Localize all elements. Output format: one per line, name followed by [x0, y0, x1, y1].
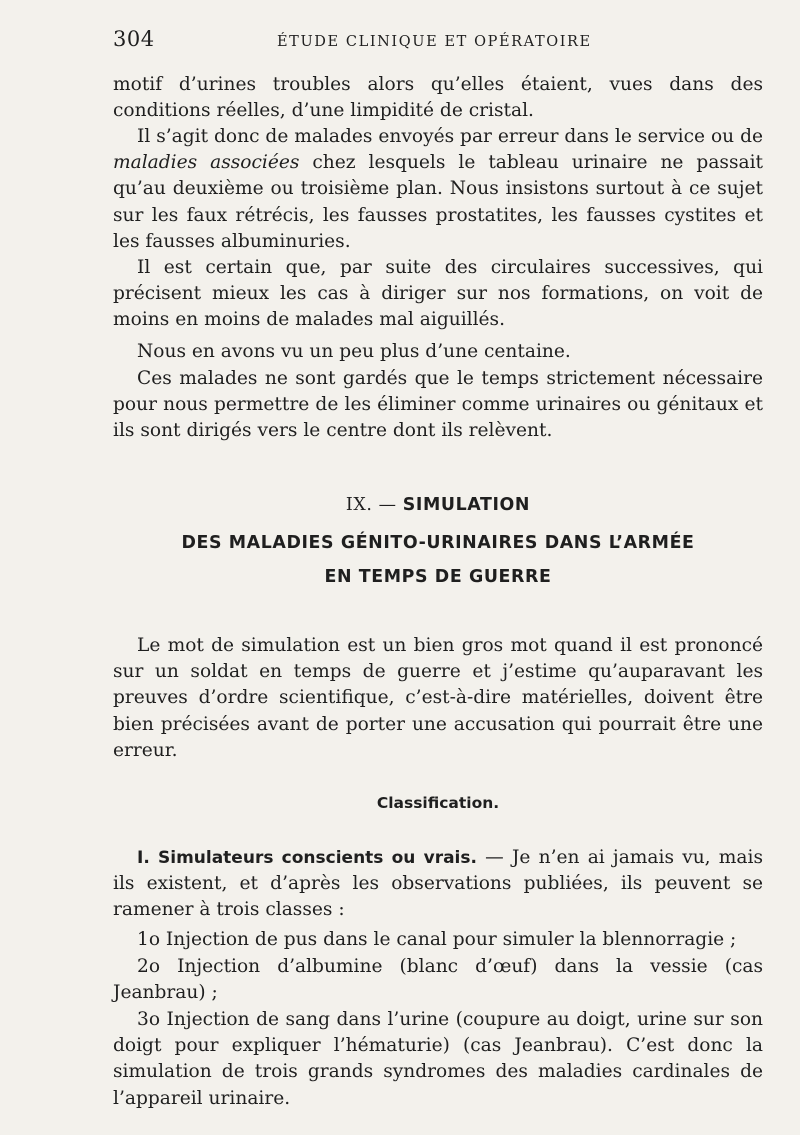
section-heading-line-1 [113, 495, 763, 515]
section-dash: — [372, 495, 403, 515]
paragraph-3: Il est certain que, par suite des circulaires successives, qui précisent mieux les cas à diriger sur nos formations, on voit de moins en moins de malades mal aiguillés. [113, 257, 763, 331]
section-heading-line-3: EN TEMPS DE GUERRE [324, 567, 552, 587]
paragraph-2-end: chez lesquels le tableau urinaire ne passait qu’au deuxième ou troisième plan. Nous insistons surtout à ce sujet sur les faux rétrécis, les fausses prostatites, les fausses cystites et les fausses albuminuries. [113, 152, 763, 252]
section-title-1: SIMULATION [402, 495, 531, 515]
paragraph-2-start: Il s’agit donc de malades envoyés par erreur dans le service ou de [137, 126, 763, 147]
classification-heading: Classification. [376, 794, 500, 812]
paragraph-2 [113, 124, 763, 255]
page-header [113, 27, 763, 59]
paragraph-5: Ces malades ne sont gardés que le temps strictement nécessaire pour nous permettre de les éliminer comme urinaires ou génitaux et ils sont dirigés vers le centre dont ils relèvent. [113, 368, 763, 442]
section-numeral: IX. [345, 495, 373, 515]
intro-paragraph: Le mot de simulation est un bien gros mot quand il est prononcé sur un soldat en temps de guerre et j’estime qu’auparavant les preuves d’ordre scientifique, c’est-à-dire matérielles, doivent être bien précisées avant de porter une accusation qui pourrait être une erreur. [113, 635, 763, 761]
list-item-1: 1o Injection de pus dans le canal pour simuler la blennorragie ; [137, 929, 737, 950]
item-1-label: I. Simulateurs conscients ou vrais. [137, 848, 477, 868]
page-number: 304 [113, 27, 155, 51]
list-item-3: 3o Injection de sang dans l’urine (coupure au doigt, urine sur son doigt pour expliquer l’hématurie) (cas Jeanbrau). C’est donc la simulation de trois grands syndromes des maladies cardinales de l’appareil urinaire. [113, 1009, 763, 1109]
running-title: ÉTUDE CLINIQUE ET OPÉRATOIRE [277, 34, 592, 50]
list-item-2: 2o Injection d’albumine (blanc d’œuf) dans la vessie (cas Jeanbrau) ; [113, 956, 763, 1004]
classification-item-1 [113, 845, 763, 924]
paragraph-1: motif d’urines troubles alors qu’elles étaient, vues dans des conditions réelles, d’une limpidité de cristal. [113, 74, 763, 122]
paragraph-4: Nous en avons vu un peu plus d’une centaine. [137, 341, 571, 362]
item-1-text: — Je n’en ai jamais vu, mais ils existent, et d’après les observations publiées, ils peuvent se ramener à trois classes : [113, 847, 763, 921]
paragraph-2-italic: maladies associées [113, 152, 300, 174]
section-heading-line-2: DES MALADIES GÉNITO-URINAIRES DANS L’ARMÉE [181, 533, 695, 553]
